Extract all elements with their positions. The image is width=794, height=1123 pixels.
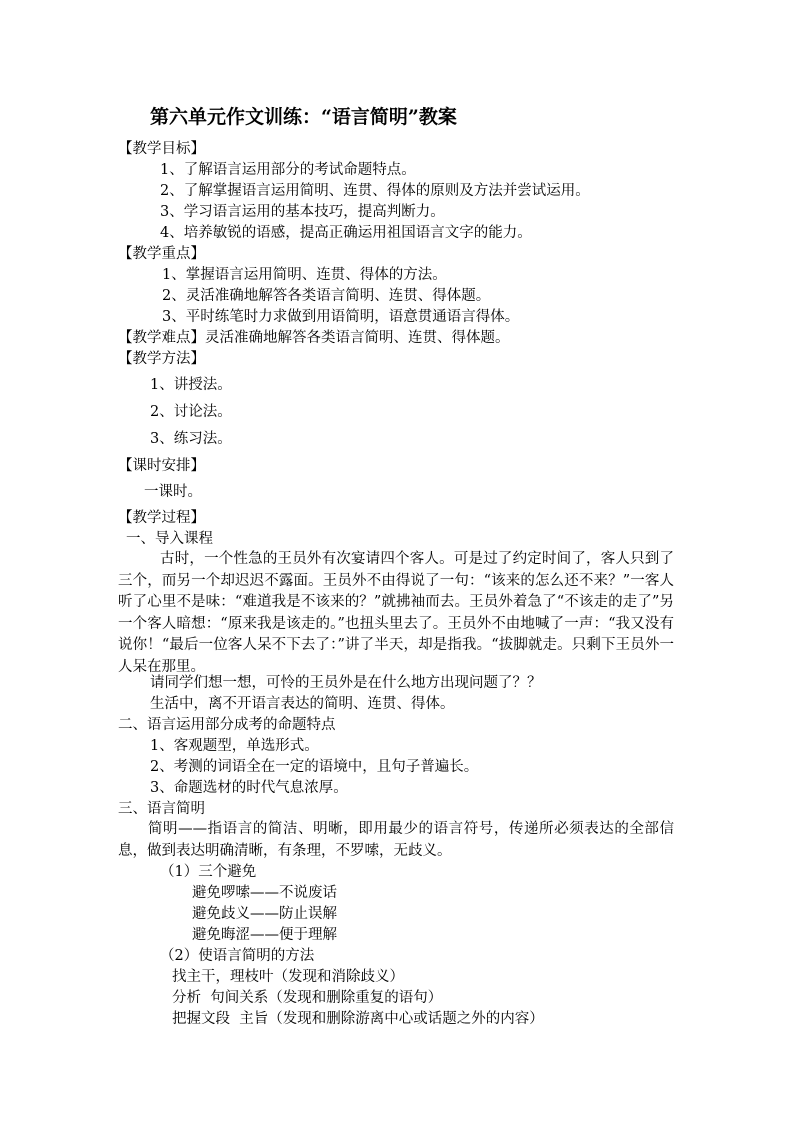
goals-heading: 【教学目标】 <box>118 141 205 157</box>
avoid-item: 避免晦涩——便于理解 <box>192 927 337 943</box>
intro-story: 古时，一个性急的王员外有次宴请四个客人。可是过了约定时间了，客人只到了三个，而另一个却迟迟不露面。王员外不由得说了一句：“该来的怎么还不来？”一客人听了心里不是味：“难道我是不该来的？”就拂袖而去。王员外着急了“不该走的走了”另一个客人暗想：“原来我是该走的。”也扭头里去了。王员外不由地喊了一声：“我又没有说你！“最后一位客人呆不下去了：”讲了半天，却是指我。“拔脚就走。只剩下王员外一人呆在那里。 <box>118 551 674 675</box>
concise-definition: 简明——指语言的简洁、明晰，即用最少的语言符号，传递所必须表达的全部信息，做到表达明确清晰，有条理，不罗嗦，无歧义。 <box>118 821 674 859</box>
feature-item: 2、考测的词语全在一定的语境中，且句子普遍长。 <box>150 759 479 775</box>
subsection-2-heading: （2）使语言简明的方法 <box>160 948 315 964</box>
method-line: 分析 句间关系（发现和删除重复的语句） <box>172 990 443 1006</box>
difficulty-line: 【教学难点】灵活准确地解答各类语言简明、连贯、得体题。 <box>118 330 510 346</box>
goal-item: 2、了解掌握语言运用简明、连贯、得体的原则及方法并尝试运用。 <box>160 183 590 199</box>
process-heading: 【教学过程】 <box>118 510 205 526</box>
schedule-heading: 【课时安排】 <box>118 458 205 474</box>
document-title: 第六单元作文训练：“语言简明”教案 <box>150 106 457 128</box>
feature-item: 1、客观题型，单选形式。 <box>150 738 319 754</box>
avoid-item: 避免歧义——防止误解 <box>192 906 337 922</box>
goal-item: 3、学习语言运用的基本技巧，提高判断力。 <box>160 204 445 220</box>
method-item: 1、讲授法。 <box>150 377 232 393</box>
section-2-heading: 二、语言运用部分成考的命题特点 <box>118 717 336 733</box>
goal-item: 1、了解语言运用部分的考试命题特点。 <box>160 162 416 178</box>
focus-item: 1、掌握语言运用简明、连贯、得体的方法。 <box>162 267 447 283</box>
intro-summary: 生活中，离不开语言表达的简明、连贯、得体。 <box>150 696 455 712</box>
focus-item: 3、平时练笔时力求做到用语简明，语意贯通语言得体。 <box>162 309 520 325</box>
methods-heading: 【教学方法】 <box>118 351 205 367</box>
method-item: 3、练习法。 <box>150 431 232 447</box>
feature-item: 3、命题选材的时代气息浓厚。 <box>150 780 348 796</box>
goal-item: 4、培养敏锐的语感，提高正确运用祖国语言文字的能力。 <box>160 225 532 241</box>
focus-item: 2、灵活准确地解答各类语言简明、连贯、得体题。 <box>162 288 491 304</box>
section-3-heading: 三、语言简明 <box>118 801 205 817</box>
method-item: 2、讨论法。 <box>150 404 232 420</box>
method-line: 把握文段 主旨（发现和删除游离中心或话题之外的内容） <box>172 1011 544 1027</box>
subsection-1-heading: （1）三个避免 <box>160 864 257 880</box>
schedule-value: 一课时。 <box>144 484 202 500</box>
section-1-heading: 一、导入课程 <box>126 531 213 547</box>
method-line: 找主干，理枝叶（发现和消除歧义） <box>172 969 404 985</box>
intro-question: 请同学们想一想，可怜的王员外是在什么地方出现问题了？？ <box>150 675 542 691</box>
avoid-item: 避免啰嗦——不说废话 <box>192 885 337 901</box>
focus-heading: 【教学重点】 <box>118 246 205 262</box>
